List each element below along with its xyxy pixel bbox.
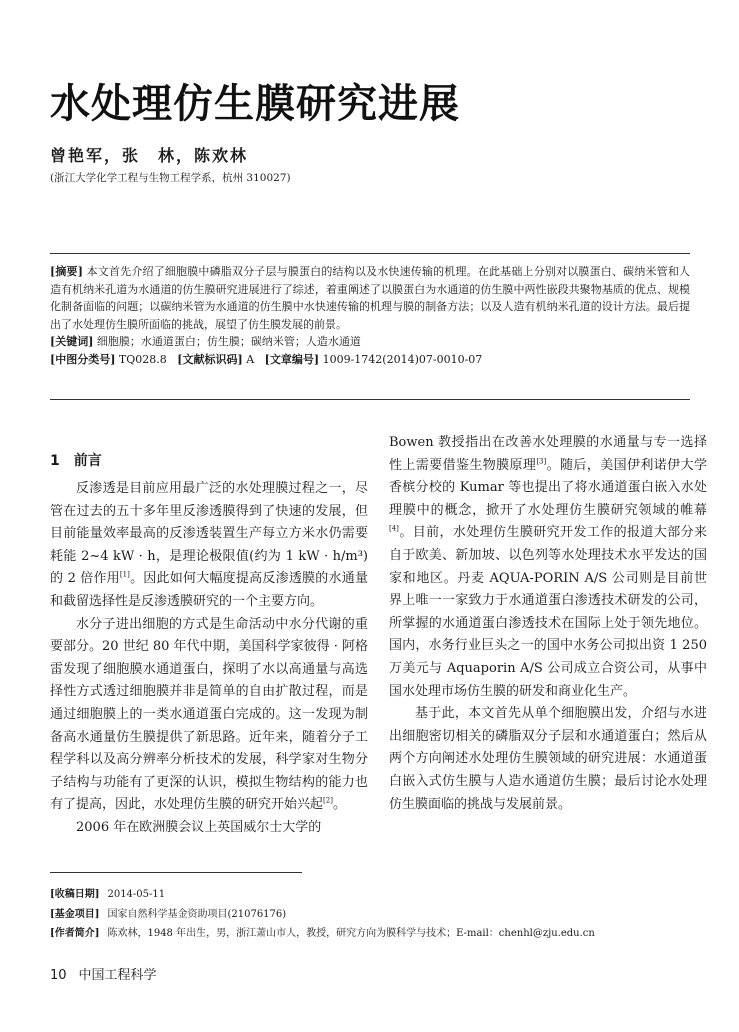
section-heading <box>50 450 102 470</box>
left-column <box>50 478 368 840</box>
keywords-text: 细胞膜；水通道蛋白；仿生膜；碳纳米管；人造水通道 <box>96 335 361 349</box>
citation-ref[interactable]: [3] <box>536 457 547 466</box>
abstract-text: 本文首先介绍了细胞膜中磷脂双分子层与膜蛋白的结构以及水快速传输的机理。在此基础上分别对以膜蛋白、碳纳米管和人造有机纳米孔道为水通道的仿生膜研究进展进行了综述，着重阐述了以膜蛋白为水通道的仿生膜中两性嵌段共聚物基质的优点、规模化制备面临的问题；以碳纳米管为水通道的仿生膜中水快速传输的机理与膜的制备方法；以及人造有机纳米孔道的设计方法。最后提出了水处理仿生膜所面临的挑战，展望了仿生膜发展的前景。 <box>50 265 691 331</box>
clc-label: [中图分类号] <box>50 352 116 366</box>
citation-ref[interactable]: [1] <box>119 571 130 580</box>
author-bio-note: [作者简介] 陈欢林，1948 年出生，男，浙江萧山市人，教授，研究方向为膜科学与技术；E-mail：chenhl@zju.edu.cn <box>50 928 595 939</box>
section-title: 前言 <box>73 453 102 469</box>
footnote-rule <box>50 872 302 873</box>
footnotes <box>50 885 690 944</box>
article-number-label: [文章编号] <box>264 352 320 366</box>
journal-name: 中国工程科学 <box>78 968 157 983</box>
received-date-note: [收稿日期] 2014-05-11 <box>50 889 166 900</box>
abstract-paragraph <box>50 263 690 333</box>
body-paragraph: 2006 年在欧洲膜会议上英国威尔士大学的 <box>76 819 322 835</box>
section-number: 1 <box>50 453 60 469</box>
affiliation: (浙江大学化学工程与生物工程学系，杭州 310027) <box>50 172 291 184</box>
body-paragraph: Bowen 教授指出在改善水处理膜的水通量与专一选择性上需要借鉴生物膜原理[3]。随后，美国伊利诺伊大学香槟分校的 Kumar 等也提出了将水通道蛋白嵌入水处理膜中的概念，掀开了水处理仿生膜研究领域的帷幕[4]。目前，水处理仿生膜研究开发工作的报道大部分来自于欧美、新加坡、以色列等水处理技术水平发达的国家和地区。丹麦 AQUA-PORIN A/S 公司则是目前世界上唯一一家致力于水通道蛋白渗透技术研发的公司，所掌握的水通道蛋白渗透技术在国际上处于领先地位。国内，水务行业巨头之一的国中水务公司拟出资 1 250 万美元与 Aquaporin A/S 公司成立合资公司，从事中国水处理市场仿生膜的研发和商业化生产。 <box>389 435 707 699</box>
body-paragraph: 反渗透是目前应用最广泛的水处理膜过程之一，尽管在过去的五十多年里反渗透膜得到了快速的发展，但目前能量效率最高的反渗透装置生产每立方米水仍需要耗能 2~4 kW · h，是理论极限值(约为 1 kW · h/m³)的 2 倍作用[1]。因此如何大幅度提高反渗透膜的水通量和截留选择性是反渗透膜研究的一个主要方向。 <box>50 481 368 609</box>
abstract-bottom-rule <box>50 399 690 400</box>
classification-line <box>50 351 690 369</box>
page-footer <box>50 964 157 983</box>
doc-code-value: A <box>246 352 255 366</box>
funding-note: [基金项目] 国家自然科学基金资助项目(21076176) <box>50 908 287 920</box>
abstract-label: [摘要] <box>50 265 83 278</box>
article-number-value: 1009-1742(2014)07-0010-07 <box>322 352 483 366</box>
doc-code-label: [文献标识码] <box>177 352 243 366</box>
abstract-block <box>50 263 690 369</box>
keywords-paragraph <box>50 333 690 351</box>
body-paragraph: 水分子进出细胞的方式是生命活动中水分代谢的重要部分。20 世纪 80 年代中期，美国科学家彼得 · 阿格雷发现了细胞膜水通道蛋白，探明了水以高通量与高选择性方式透过细胞膜并非是简单的自由扩散过程，而是通过细胞膜上的一类水通道蛋白完成的。这一发现为制备高水通量仿生膜提供了新思路。近年来，随着分子工程学科以及高分辨率分析技术的发展，科学家对生物分子结构与功能有了更深的认识，模拟生物结构的能力也有了提高，因此，水处理仿生膜的研究开始兴起[2]。 <box>50 616 368 813</box>
authors: 曾艳军，张 林，陈欢林 <box>50 146 249 165</box>
body-paragraph: 基于此，本文首先从单个细胞膜出发，介绍与水进出细胞密切相关的磷脂双分子层和水通道蛋白；然后从两个方向阐述水处理仿生膜领域的研究进展：水通道蛋白嵌入式仿生膜与人造水通道仿生膜；最后讨论水处理仿生膜面临的挑战与发展前景。 <box>389 706 707 812</box>
right-column <box>389 432 707 816</box>
citation-ref[interactable]: [2] <box>323 796 333 805</box>
citation-ref[interactable]: [4] <box>389 525 399 534</box>
clc-value: TQ028.8 <box>118 352 167 366</box>
page-number: 10 <box>50 968 67 983</box>
keywords-label: [关键词] <box>50 335 94 349</box>
abstract-top-rule <box>50 253 690 254</box>
paper-title: 水处理仿生膜研究进展 <box>50 81 460 127</box>
